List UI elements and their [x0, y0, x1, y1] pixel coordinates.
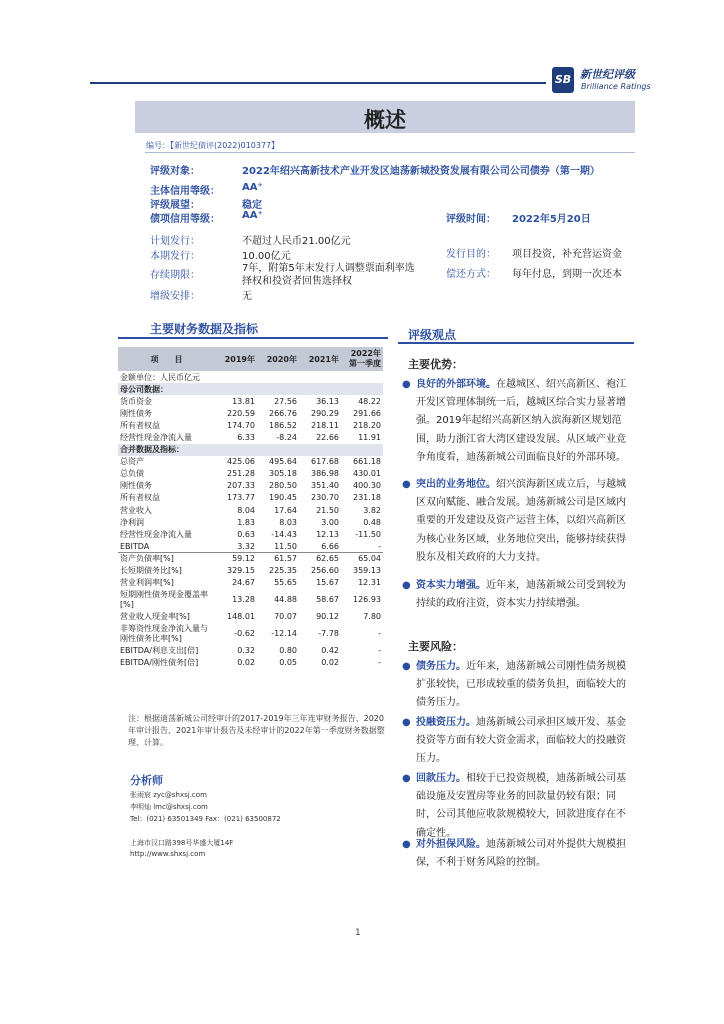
term-value-1: 7年，附第5年末发行人调整票面利率选: [242, 263, 415, 274]
value-cell: 0.02: [237, 658, 255, 668]
value-cell: 15.67: [316, 578, 339, 588]
bullet-dot-icon: ●: [402, 479, 411, 490]
analyst-line: 李明灿 lmc@shxsj.com: [130, 803, 208, 811]
bullet-item: [402, 714, 632, 769]
credit-enh-value: 无: [242, 291, 252, 302]
table-row: [118, 540, 383, 552]
value-cell: -: [378, 646, 381, 656]
bullet-dot-icon: ●: [402, 580, 411, 591]
ratio-rows-3: [118, 645, 383, 669]
outlook-label: 评级展望：: [150, 200, 200, 211]
row-label-cell: 总负债: [120, 469, 144, 479]
row-label-cell: 营业收入: [120, 505, 152, 515]
value-cell: 430.01: [353, 469, 381, 479]
row-label-cell: 短期刚性债务现金覆盖率[%]: [120, 589, 208, 609]
strengths-title: 主要优势：: [408, 358, 463, 371]
value-cell: 0.32: [237, 646, 255, 656]
row-label-cell: 经营性现金净流入量: [120, 529, 192, 539]
table-row: [118, 492, 383, 504]
value-cell: 6.66: [321, 541, 339, 551]
bullet-text: 债务压力。近年来，迪荡新城公司刚性债务规模扩张较快，已形成较重的债务负担，面临较大的债务压力。: [416, 661, 626, 709]
value-cell: 266.76: [269, 408, 297, 418]
analyst-line: 张雨宸 zyc@shxsj.com: [130, 791, 207, 799]
value-cell: -11.50: [355, 529, 381, 539]
row-label-cell: 刚性债务: [120, 481, 152, 491]
row-label-cell: 所有者权益: [120, 493, 160, 503]
value-cell: 351.40: [311, 481, 339, 491]
financial-table: [118, 347, 383, 669]
repay-value: 每年付息，到期一次还本: [512, 269, 622, 280]
table-header-row: [118, 347, 383, 371]
value-cell: 290.29: [311, 408, 339, 418]
header-cell: 项 目: [118, 347, 215, 371]
value-cell: 6.33: [237, 433, 255, 443]
report-number: 编号：【新世纪债评(2022)010377】: [146, 141, 280, 150]
value-cell: -12.14: [271, 628, 297, 638]
value-cell: 0.42: [321, 646, 339, 656]
bullet-item: [402, 658, 632, 713]
bullet-dot-icon: ●: [402, 661, 411, 672]
table-row: [118, 528, 383, 540]
bullet-item: [402, 836, 632, 872]
table-row: [118, 589, 383, 611]
value-cell: 61.57: [257, 552, 299, 564]
consol-section-title: 合并数据及指标：: [118, 444, 383, 456]
value-cell: 12.31: [358, 578, 381, 588]
value-cell: 220.59: [227, 408, 255, 418]
value-cell: 190.45: [269, 493, 297, 503]
value-cell: 11.91: [358, 433, 381, 443]
title-band: [135, 101, 635, 133]
value-cell: 280.50: [269, 481, 297, 491]
row-label-cell: EBITDA/刚性债务[倍]: [120, 658, 199, 668]
value-cell: 218.11: [311, 420, 339, 430]
value-cell: 174.70: [227, 420, 255, 430]
value-cell: 231.18: [353, 493, 381, 503]
logo-en-text: Brilliance Ratings: [581, 82, 651, 91]
table-row: [118, 431, 383, 443]
ratio-rows: [118, 552, 383, 588]
value-cell: -8.24: [276, 433, 297, 443]
value-cell: 22.66: [316, 433, 339, 443]
table-row: [118, 504, 383, 516]
value-cell: 329.15: [227, 566, 255, 576]
plan-value: 不超过人民币21.00亿元: [242, 236, 351, 247]
value-cell: -: [378, 628, 381, 638]
issuer-rating-label: 主体信用等级：: [150, 186, 220, 197]
view-section-title: 评级观点: [408, 328, 457, 342]
value-cell: 7.80: [363, 612, 381, 622]
value-cell: -7.78: [318, 628, 339, 638]
bullet-text: 回款压力。相较于已投资规模，迪荡新城公司基础设施及安置房等业务的回款量仍较有限；同时，公司其他应收款规模较大，回款进度存在不确定性。: [416, 773, 626, 839]
value-cell: 218.20: [353, 420, 381, 430]
row-label-cell: 所有者权益: [120, 420, 160, 430]
bullet-dot-icon: ●: [402, 839, 411, 850]
bullet-heading: 对外担保风险。: [416, 839, 486, 850]
row-label-cell: 长短期债务比[%]: [120, 566, 182, 576]
value-cell: 62.65: [299, 552, 341, 564]
value-cell: 36.13: [316, 396, 339, 406]
value-cell: 24.67: [232, 578, 255, 588]
bullet-text: 投融资压力。迪荡新城公司承担区域开发、基金投资等方面有较大资金需求，面临较大的投融资压力。: [416, 717, 626, 765]
header-rule: [90, 82, 546, 84]
row-label-cell: 非筹资性现金净流入量与刚性债务比率[%]: [120, 623, 208, 643]
object-value: 2022年绍兴高新技术产业开发区迪荡新城投资发展有限公司公司债券（第一期）: [242, 166, 600, 177]
value-cell: 8.04: [237, 505, 255, 515]
credit-enh-label: 增级安排：: [150, 291, 200, 302]
value-cell: 251.28: [227, 469, 255, 479]
table-row: [118, 395, 383, 407]
value-cell: 256.60: [311, 566, 339, 576]
value-cell: 495.64: [269, 457, 297, 467]
bullet-dot-icon: ●: [402, 379, 411, 390]
bullet-text: 突出的业务地位。绍兴滨海新区成立后，与越城区双向赋能、融合发展。迪荡新城公司是区域内重要的开发建设及资产运营主体，以绍兴高新区为核心业务区域，业务地位突出，能够持续获得股东及相关政府的大力支持。: [416, 479, 626, 563]
value-cell: 0.05: [279, 658, 297, 668]
parent-section-title: 母公司数据：: [118, 383, 383, 395]
table-row: [118, 657, 383, 669]
bullet-item: [402, 376, 632, 467]
analyst-title: 分析师: [130, 774, 163, 787]
value-cell: 291.66: [353, 408, 381, 418]
value-cell: 617.68: [311, 457, 339, 467]
view-section-rule: [398, 342, 634, 344]
purpose-value: 项目投资，补充营运资金: [512, 249, 622, 260]
value-cell: -0.62: [234, 628, 255, 638]
row-label-cell: 营业利润率[%]: [120, 578, 174, 588]
header-cell: 2020年: [257, 347, 299, 371]
table-note: 注：根据迪荡新城公司经审计的2017-2019年三年连审财务报告、2020年审计报告、2021年审计报告及未经审计的2022年第一季度财务数据整理、计算。: [128, 714, 385, 747]
ratio-rows-2: [118, 611, 383, 623]
value-cell: 44.88: [274, 594, 297, 604]
value-cell: 173.77: [227, 493, 255, 503]
rating-date-value: 2022年5月20日: [512, 214, 591, 225]
company-logo: [544, 66, 674, 96]
report-divider: [145, 152, 635, 153]
fin-section-rule: [118, 337, 388, 339]
value-cell: 400.30: [353, 481, 381, 491]
analyst-line: http://www.shxsj.com: [130, 850, 206, 858]
row-label-cell: 刚性债务: [120, 408, 152, 418]
value-cell: 65.04: [341, 552, 383, 564]
table-row: [118, 623, 383, 645]
bullet-heading: 债务压力。: [416, 661, 466, 672]
logo-mark: SB: [552, 67, 574, 93]
table-row: [118, 565, 383, 577]
bullet-heading: 投融资压力。: [416, 717, 476, 728]
value-cell: -: [378, 658, 381, 668]
table-row: [118, 419, 383, 431]
issuer-rating-value: AA⁺: [242, 182, 263, 193]
page-number: 1: [355, 928, 361, 938]
value-cell: 13.28: [232, 594, 255, 604]
object-label: 评级对象：: [150, 166, 200, 177]
term-label: 存续期限：: [150, 270, 200, 281]
value-cell: 359.13: [353, 566, 381, 576]
value-cell: 48.22: [358, 396, 381, 406]
purpose-label: 发行目的：: [446, 249, 496, 260]
plan-label: 计划发行：: [150, 236, 200, 247]
rating-date-label: 评级时间：: [446, 214, 496, 225]
bullet-text: 对外担保风险。迪荡新城公司对外提供大规模担保，不利于财务风险的控制。: [416, 839, 626, 869]
this-issue-value: 10.00亿元: [242, 251, 291, 262]
value-cell: 148.01: [227, 612, 255, 622]
bullet-item: [402, 770, 632, 843]
value-cell: 0.02: [321, 658, 339, 668]
fin-section-title: 主要财务数据及指标: [150, 322, 259, 336]
value-cell: 8.03: [279, 517, 297, 527]
table-row: [118, 480, 383, 492]
value-cell: 12.13: [316, 529, 339, 539]
bullet-item: [402, 476, 632, 567]
bond-rating-value: AA⁺: [242, 210, 263, 221]
bullet-text: 良好的外部环境。在越城区、绍兴高新区、袍江开发区管理体制统一后，越城区综合实力显著增强。2019年起绍兴高新区纳入滨海新区规划范围，助力浙江省大湾区建设发展。从区域产业竞争角度看，迪荡新城公司面临良好的外部环境。: [416, 379, 626, 463]
table-row: [118, 611, 383, 623]
table-row: [118, 645, 383, 657]
bullet-heading: 突出的业务地位。: [416, 479, 496, 490]
parent-rows: [118, 395, 383, 443]
value-cell: -: [378, 541, 381, 551]
bullet-heading: 资本实力增强。: [416, 580, 486, 591]
bullet-text: 资本实力增强。近年来，迪荡新城公司受到较为持续的政府注资，资本实力持续增强。: [416, 580, 626, 610]
bullet-item: [402, 577, 632, 613]
term-value-2: 择权和投资者回售选择权: [242, 276, 352, 287]
header-cell: 2022年第一季度: [341, 347, 383, 371]
row-label-cell: 货币资金: [120, 396, 152, 406]
table-row: [118, 552, 383, 564]
value-cell: 13.81: [232, 396, 255, 406]
value-cell: 27.56: [274, 396, 297, 406]
value-cell: 305.18: [269, 469, 297, 479]
parent-section-row: [118, 383, 383, 395]
header-cell: 2021年: [299, 347, 341, 371]
value-cell: 21.50: [316, 505, 339, 515]
header-cell: 2019年: [215, 347, 257, 371]
table-row: [118, 516, 383, 528]
value-cell: 225.35: [269, 566, 297, 576]
this-issue-label: 本期发行：: [150, 251, 200, 262]
value-cell: 0.80: [279, 646, 297, 656]
row-label-cell: 净利润: [120, 517, 144, 527]
row-label-cell: 营业收入现金率[%]: [120, 612, 190, 622]
value-cell: 230.70: [311, 493, 339, 503]
value-cell: 3.32: [237, 541, 255, 551]
unit-row: [118, 371, 383, 383]
analyst-line: 上海市汉口路398号华盛大厦14F: [130, 839, 234, 847]
bullet-dot-icon: ●: [402, 773, 411, 784]
value-cell: 0.63: [237, 529, 255, 539]
logo-cn-text: 新世纪评级: [580, 68, 635, 81]
row-label-cell: 总资产: [120, 457, 144, 467]
value-cell: 207.33: [227, 481, 255, 491]
value-cell: 425.06: [227, 457, 255, 467]
value-cell: 3.00: [321, 517, 339, 527]
value-cell: 55.65: [274, 578, 297, 588]
value-cell: 90.12: [316, 612, 339, 622]
repay-label: 偿还方式：: [446, 269, 496, 280]
value-cell: 126.93: [353, 594, 381, 604]
analyst-line: Tel：(021) 63501349 Fax：(021) 63500872: [130, 815, 281, 823]
table-row: [118, 468, 383, 480]
consol-rows: [118, 456, 383, 553]
bullet-heading: 良好的外部环境。: [416, 379, 496, 390]
table-row: [118, 456, 383, 468]
row-label-cell: 资产负债率[%]: [118, 552, 215, 564]
value-cell: 0.48: [363, 517, 381, 527]
risks-title: 主要风险：: [408, 640, 463, 653]
value-cell: 386.98: [311, 469, 339, 479]
bullet-heading: 回款压力。: [416, 773, 466, 784]
value-cell: 186.52: [269, 420, 297, 430]
outlook-value: 稳定: [242, 200, 262, 211]
value-cell: -14.43: [271, 529, 297, 539]
value-cell: 11.50: [274, 541, 297, 551]
value-cell: 59.12: [215, 552, 257, 564]
row-label-cell: EBITDA/利息支出[倍]: [120, 646, 199, 656]
value-cell: 661.18: [353, 457, 381, 467]
value-cell: 17.64: [274, 505, 297, 515]
row-label-cell: EBITDA: [120, 541, 150, 551]
tall-row-1: [118, 589, 383, 611]
table-row: [118, 577, 383, 589]
bond-rating-label: 债项信用等级：: [150, 214, 220, 225]
row-label-cell: 经营性现金净流入量: [120, 433, 192, 443]
page-title: 概述: [364, 108, 406, 132]
value-cell: 1.83: [237, 517, 255, 527]
value-cell: 3.82: [363, 505, 381, 515]
unit-cell: 金额单位：人民币亿元: [120, 372, 200, 382]
tall-row-2: [118, 623, 383, 645]
consol-section-row: [118, 444, 383, 456]
value-cell: 58.67: [316, 594, 339, 604]
bullet-dot-icon: ●: [402, 717, 411, 728]
table-row: [118, 407, 383, 419]
value-cell: 70.07: [274, 612, 297, 622]
